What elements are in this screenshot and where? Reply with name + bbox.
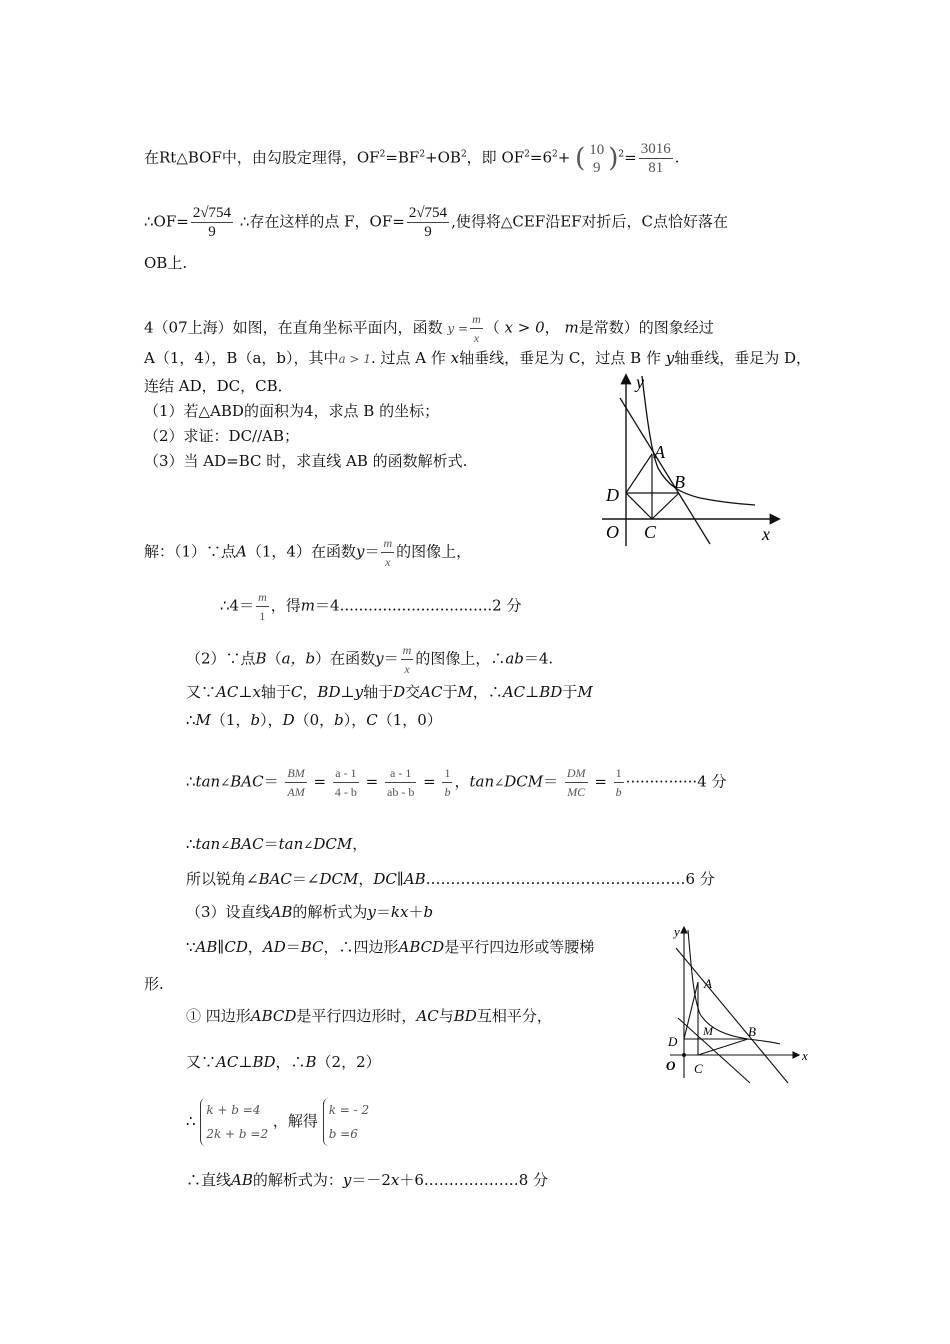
sol-text: （1，4）在函数 — [246, 542, 356, 561]
numerator: DM — [565, 764, 588, 783]
equation: k = - 2 — [328, 1103, 370, 1117]
problem-text: 轴垂线，垂足为 D， — [674, 349, 812, 367]
denominator: x — [404, 662, 410, 676]
angle-symbol: ∠ — [303, 838, 314, 852]
equals: = — [423, 772, 436, 791]
math: CD — [224, 938, 248, 956]
denominator: 1 — [259, 609, 266, 623]
numerator: m — [401, 641, 414, 660]
para2-text: ∴OF= — [144, 212, 189, 231]
sol-text: ∴ — [186, 772, 196, 791]
denominator: 4 - b — [334, 785, 357, 799]
math: AC — [216, 683, 239, 701]
para1-text: +OB — [425, 148, 461, 167]
label-m: M — [703, 1024, 713, 1038]
math: a > 1 — [338, 352, 371, 366]
sol-text: ， — [358, 870, 374, 888]
math: AC — [216, 1053, 239, 1071]
denominator: x — [385, 555, 391, 569]
math: y — [665, 349, 675, 367]
angle-symbol: ∠ — [220, 775, 231, 790]
sol-text: ∴直线 — [186, 1171, 232, 1189]
math: BD — [252, 1053, 276, 1071]
line-ab — [620, 398, 710, 544]
numerator: m — [256, 588, 269, 607]
math: tan — [195, 835, 221, 853]
denominator: MC — [567, 785, 586, 799]
math: DCM — [319, 870, 359, 888]
math: AC — [420, 683, 443, 701]
label-b: B — [748, 1024, 756, 1039]
numerator: BM — [285, 764, 306, 783]
sol-text: 的图像上，∴ — [415, 649, 506, 668]
math: y = — [447, 321, 469, 336]
paren: ) — [608, 143, 619, 174]
sol-text: （1， — [210, 711, 251, 729]
math: tan — [195, 772, 221, 791]
denominator: 9 — [593, 159, 601, 176]
sol-text: （ — [266, 649, 282, 668]
sol-text: ＝ — [263, 835, 279, 853]
math: BAC — [230, 772, 264, 791]
segment-dc — [626, 493, 652, 519]
sol-11 — [186, 1006, 552, 1026]
label-c: C — [644, 522, 657, 542]
line-ab — [676, 948, 788, 1083]
problem-text: A（1，4），B（a，b），其中 — [144, 349, 339, 367]
problem-text: 4（07上海）如图，在直角坐标平面内，函数 — [144, 318, 443, 337]
sol-14 — [186, 1170, 548, 1190]
denominator: 81 — [648, 160, 664, 176]
score-dots: .……………………………………………6 分 — [425, 870, 715, 888]
label-x: x — [762, 524, 770, 544]
origin-dot — [682, 1053, 686, 1057]
math: x — [450, 349, 460, 367]
sol-text: ＝－2 — [351, 1171, 391, 1189]
sol-text: ∴ — [186, 835, 196, 853]
sol-text: ， — [352, 835, 368, 853]
sol-text: ∵ — [186, 938, 196, 956]
sol-text: 解：（1）∵点 — [144, 542, 237, 561]
sol-text: ，得 — [270, 596, 301, 615]
period: . — [674, 148, 680, 167]
math: ABCD — [398, 938, 445, 956]
sol-text: ）， — [343, 711, 367, 729]
numerator: m — [381, 534, 394, 553]
math: y — [355, 542, 365, 561]
sol-text: ⊥ — [238, 683, 253, 701]
math: DCM — [313, 835, 353, 853]
sol-1 — [144, 534, 471, 571]
sol-12 — [186, 1052, 381, 1072]
fraction — [333, 764, 359, 801]
math: x — [252, 683, 261, 701]
para1-text: 在Rt△BOF中，由勾股定理得，OF — [144, 148, 380, 167]
sol-text: 的解析式为 — [292, 903, 368, 921]
math: tan — [469, 772, 495, 791]
fraction — [587, 141, 606, 177]
figure-1 — [590, 368, 790, 548]
sol-text: ＝4 — [315, 596, 340, 615]
sol-text: 于 — [562, 683, 578, 701]
label-b: B — [674, 472, 685, 492]
math: DC — [373, 870, 397, 888]
figure-2 — [658, 918, 818, 1088]
sol-text: ＝ — [375, 903, 391, 921]
label-d: D — [606, 485, 619, 505]
equation: k + b =4 — [206, 1103, 261, 1117]
sup: 2 — [552, 149, 558, 160]
sol-text: 轴于 — [363, 683, 394, 701]
sol-text: ＝ — [543, 772, 559, 791]
fraction — [385, 764, 416, 801]
segment-cb — [652, 493, 679, 519]
math: B — [255, 649, 267, 668]
para1-text: =BF — [385, 148, 420, 167]
sol-text: ＝∠ — [291, 870, 320, 888]
sol-7 — [186, 834, 367, 855]
sol-text: ＝ — [285, 938, 301, 956]
math: BD — [539, 683, 563, 701]
math: AC — [502, 683, 526, 701]
segment-ad — [626, 454, 652, 493]
label-o: O — [666, 1058, 676, 1073]
equation-system — [323, 1098, 369, 1146]
label-y: y — [636, 372, 644, 392]
math: AB — [403, 870, 426, 888]
label-y: y — [674, 924, 680, 939]
problem-text: ， — [544, 318, 560, 337]
sol-text: （0， — [294, 711, 335, 729]
sol-text: 是平行四边形时， — [296, 1007, 417, 1025]
equals: = — [365, 772, 379, 791]
sol-text: 又∵ — [186, 1053, 217, 1071]
sol-text: 交 — [405, 683, 421, 701]
sol-text: 所以锐角∠ — [186, 870, 259, 888]
sol-text: 于 — [442, 683, 458, 701]
math: b — [250, 711, 261, 729]
fraction — [470, 310, 483, 347]
fraction — [191, 204, 233, 241]
score-dots: ………………8 分 — [428, 1171, 549, 1189]
sol-text: ， — [302, 683, 318, 701]
sol-8 — [186, 869, 715, 889]
sol-13 — [186, 1096, 369, 1146]
sol-text: ＝ — [263, 772, 279, 791]
sol-text: ， — [247, 938, 263, 956]
denominator: b — [615, 785, 622, 799]
sup: 2 — [524, 149, 530, 160]
math: AB — [270, 903, 293, 921]
math: C — [290, 683, 303, 701]
problem-text: （ — [484, 318, 500, 337]
math: BAC — [258, 870, 292, 888]
sol-3 — [186, 641, 553, 678]
math: D — [393, 683, 406, 701]
fraction — [256, 588, 269, 625]
angle-symbol: ∠ — [220, 838, 231, 852]
sup: 2 — [460, 149, 467, 160]
math: AB — [231, 1171, 253, 1189]
math: M — [457, 683, 473, 701]
label-x: x — [802, 1048, 808, 1063]
equals: = — [313, 772, 327, 791]
math: BC — [300, 938, 324, 956]
para1-line — [144, 140, 680, 177]
equation: 2k + b =2 — [206, 1127, 269, 1141]
sol-text: ∥ — [217, 938, 225, 956]
sol-text: 的图像上， — [396, 542, 472, 561]
math: x > 0 — [504, 318, 545, 337]
equation: b =6 — [328, 1127, 358, 1141]
sol-2 — [220, 588, 521, 625]
sol-text: ∴ — [186, 711, 196, 729]
numerator: 10 — [589, 141, 605, 158]
equation-system — [200, 1098, 268, 1146]
math: BAC — [230, 835, 264, 853]
sol-text: ＝ — [383, 649, 399, 668]
label-o: O — [606, 522, 619, 542]
math: AD — [262, 938, 286, 956]
math: m — [564, 318, 579, 337]
math: BD — [317, 683, 341, 701]
problem-line3: 连结 AD，DC，CB． — [144, 377, 293, 395]
label-d: D — [668, 1034, 678, 1049]
denominator: AM — [287, 785, 305, 799]
problem-text: 轴垂线，垂足为 C，过点 B 作 — [459, 349, 661, 367]
question-3: （3）当 AD=BC 时，求直线 AB 的函数解析式. — [144, 452, 468, 470]
sol-text: （2）∵点 — [186, 649, 256, 668]
sol-text: ∥ — [396, 870, 404, 888]
math: kx — [390, 903, 409, 921]
equals: = — [624, 148, 637, 167]
fraction — [407, 204, 449, 241]
label-a: A — [654, 442, 665, 462]
math: tan — [278, 835, 304, 853]
math: y — [367, 903, 376, 921]
sol-text: ＝4. — [523, 649, 554, 668]
sol-text: 又∵ — [186, 683, 217, 701]
sol-text: ⊥ — [525, 683, 540, 701]
denominator: x — [473, 331, 480, 345]
problem-line2 — [144, 348, 811, 369]
para2-text: ,使得将△CEF沿EF对折后，C点恰好落在 — [451, 212, 729, 231]
numerator: 1 — [442, 764, 452, 783]
numerator: 1 — [614, 764, 624, 783]
equals: = — [594, 772, 607, 791]
sol-text: ＝ — [364, 542, 380, 561]
problem-text: 是常数）的图象经过 — [578, 318, 714, 337]
sol-10-cont: 形. — [144, 975, 164, 993]
math: DCM — [504, 772, 544, 791]
sol-text: ，解得 — [272, 1112, 318, 1130]
sol-text: ）， — [260, 711, 283, 729]
fraction — [285, 764, 306, 801]
denominator: 9 — [208, 224, 216, 240]
math: B — [305, 1053, 317, 1071]
numerator: 2√754 — [408, 205, 448, 221]
segment-cb — [698, 1039, 748, 1055]
label-a: A — [704, 976, 712, 991]
sol-text: 轴于 — [260, 683, 291, 701]
sup: 2 — [618, 149, 625, 160]
numerator: 3016 — [640, 141, 671, 157]
math: AC — [416, 1007, 439, 1025]
denominator: b — [444, 785, 451, 799]
angle-symbol: ∠ — [494, 775, 505, 790]
math: C — [366, 711, 378, 729]
math: y — [342, 1171, 352, 1189]
sol-text: ）在函数 — [315, 649, 376, 668]
fraction — [614, 764, 624, 801]
sol-text: 是平行四边形或等腰梯 — [444, 938, 595, 956]
sol-text: ， — [454, 772, 470, 791]
math: ABCD — [250, 1007, 297, 1025]
math: M — [195, 711, 211, 729]
sup: 2 — [379, 149, 386, 160]
sup: 2 — [419, 149, 426, 160]
para1-text: ，即 OF — [466, 148, 525, 167]
para1-text: =6 — [529, 148, 553, 167]
score-dots: ................................2 分 — [339, 596, 522, 615]
para2-line2: OB上. — [144, 254, 188, 272]
numerator: a - 1 — [333, 764, 359, 783]
math: m — [300, 596, 316, 615]
para2-line — [144, 204, 728, 241]
sol-4 — [186, 682, 593, 702]
math: BD — [453, 1007, 477, 1025]
math: y — [375, 649, 384, 668]
hyperbola-curve — [688, 930, 780, 1044]
question-1: （1）若△ABD的面积为4，求点 B 的坐标； — [144, 402, 440, 420]
sol-10 — [186, 937, 594, 957]
math: AB — [195, 938, 218, 956]
paren: ( — [575, 143, 586, 174]
sol-5 — [186, 710, 442, 730]
sol-text: ∴ — [186, 1112, 196, 1130]
para1-text: + — [557, 148, 571, 167]
sol-text: ，∴ — [472, 683, 503, 701]
math: a，b — [281, 649, 316, 668]
sol-text: ＋ — [408, 903, 424, 921]
math: y — [354, 683, 364, 701]
math: x — [390, 1171, 400, 1189]
fraction — [565, 764, 588, 801]
fraction — [639, 140, 673, 177]
sol-text: （2，2） — [316, 1053, 381, 1071]
math: b — [334, 711, 344, 729]
sol-text: ⊥ — [238, 1053, 253, 1071]
numerator: 2√754 — [192, 205, 232, 221]
denominator: ab - b — [387, 785, 415, 799]
label-c: C — [694, 1061, 703, 1076]
sol-text: ，∴ — [275, 1053, 306, 1071]
numerator: a - 1 — [385, 764, 416, 783]
math: ab — [505, 649, 524, 668]
para2-text: ∴存在这样的点 F，OF= — [235, 212, 405, 231]
math: M — [577, 683, 593, 701]
sol-text: 互相平分， — [476, 1007, 552, 1025]
sol-6 — [186, 764, 727, 801]
sol-text: ∴4＝ — [220, 596, 255, 615]
sol-text: 的解析式为： — [252, 1171, 343, 1189]
question-2: （2）求证：DC//AB； — [144, 427, 300, 445]
fraction — [381, 534, 394, 571]
sol-text: （1，0） — [377, 711, 442, 729]
problem-text: . 过点 A 作 — [370, 349, 446, 367]
fraction — [442, 764, 452, 801]
sol-text: ，∴四边形 — [323, 938, 399, 956]
math: b — [423, 903, 434, 921]
numerator: m — [470, 310, 483, 329]
sol-text: ⊥ — [340, 683, 355, 701]
sol-text: 与 — [438, 1007, 454, 1025]
problem-line1 — [144, 310, 714, 347]
hyperbola-curve — [642, 376, 755, 505]
sol-text: （3）设直线 — [186, 903, 271, 921]
sol-text: ＋6. — [399, 1171, 429, 1189]
math: A — [236, 542, 247, 561]
score-dots: ···············4 分 — [625, 772, 727, 791]
math: D — [282, 711, 295, 729]
denominator: 9 — [424, 224, 432, 240]
sol-9 — [186, 902, 433, 922]
fraction — [401, 641, 414, 678]
sol-text: ① 四边形 — [186, 1007, 251, 1025]
